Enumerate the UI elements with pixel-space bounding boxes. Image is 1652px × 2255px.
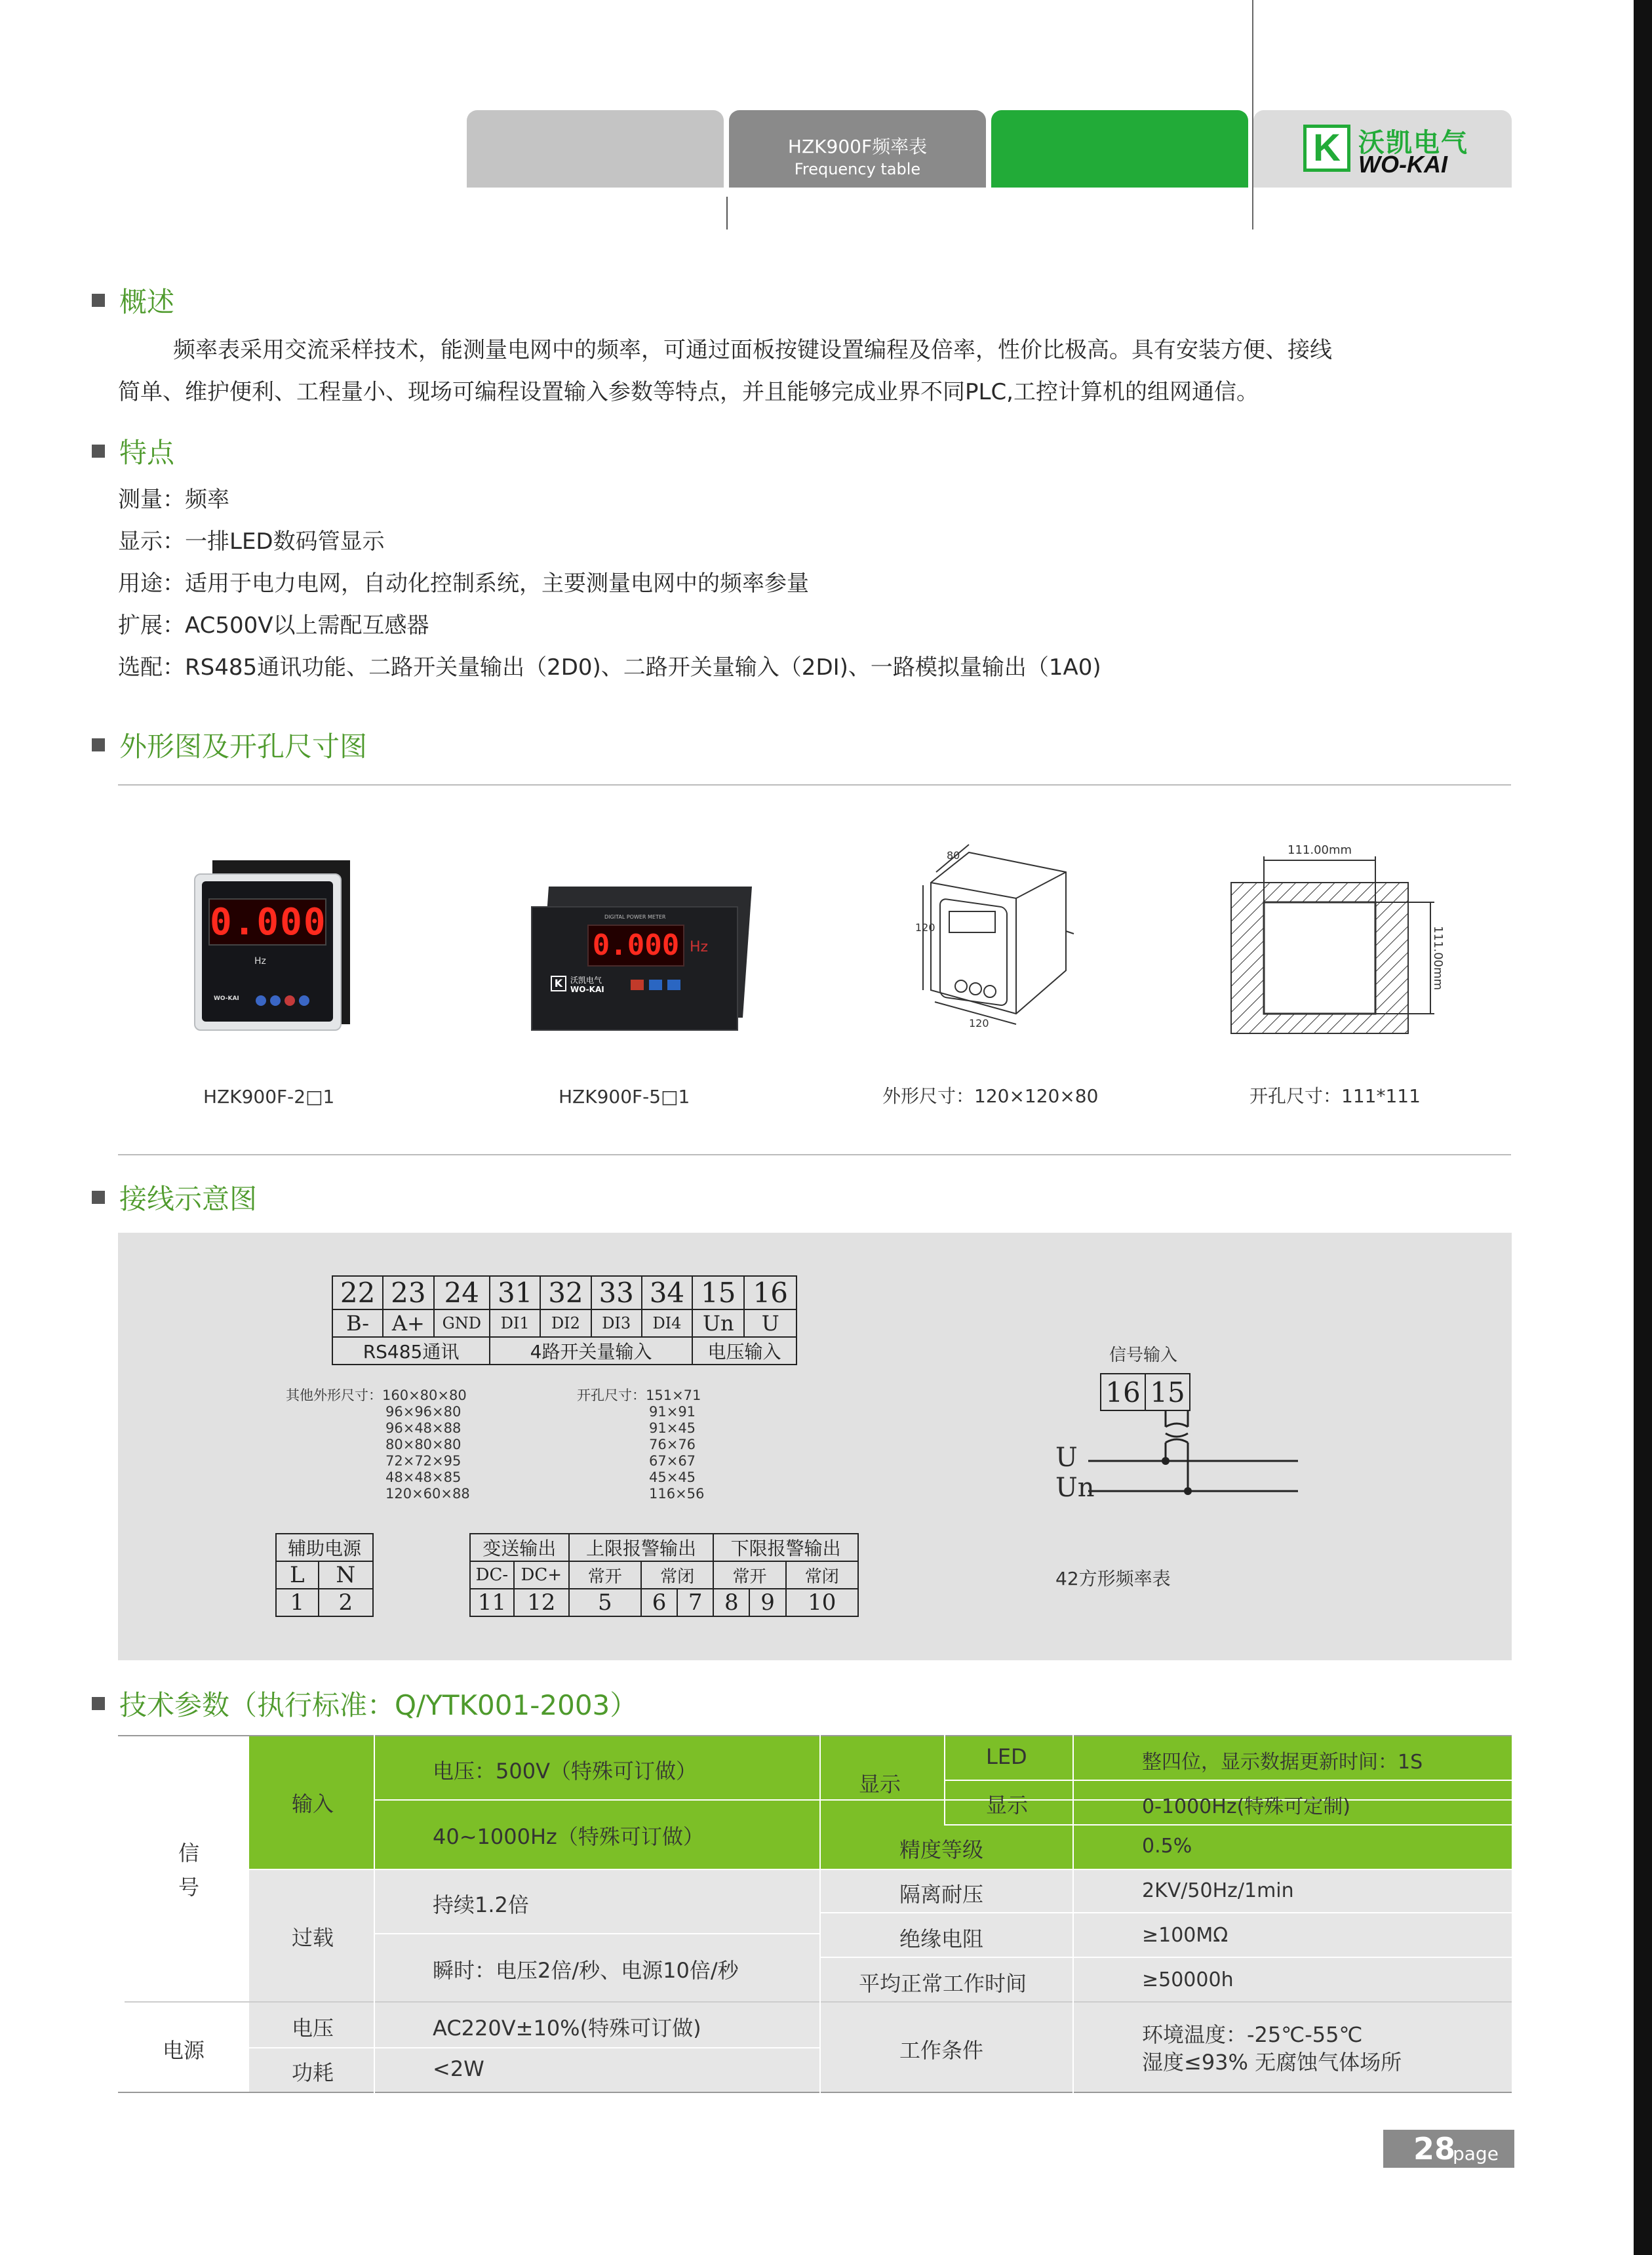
meter-button[interactable] [667, 980, 680, 990]
cell-led-value: 整四位，显示数据更新时间：1S [1142, 1751, 1423, 1774]
cutout-height-label: 111.00mm [1431, 926, 1445, 991]
cell-disp-value: 0-1000Hz(特殊可定制) [1142, 1795, 1350, 1818]
dim-120-bottom: 120 [969, 1017, 989, 1029]
header-divider [1252, 0, 1253, 229]
cell-isolation: 隔离耐压 [899, 1882, 984, 1907]
feature-item: 显示：一排LED数码管显示 [118, 529, 385, 555]
tech-params-table [118, 1735, 1512, 2093]
feature-item: 用途：适用于电力电网，自动化控制系统，主要测量电网中的频率参量 [118, 570, 809, 597]
cell-overload-2: 瞬时：电压2倍/秒、电源10倍/秒 [433, 1958, 739, 1983]
meter-display: 0.000 [208, 898, 326, 946]
caption-meter-2: HZK900F-5□1 [559, 1086, 690, 1108]
signal-input-title: 信号输入 [1109, 1346, 1178, 1365]
cell-mtbf-value: ≥50000h [1142, 1968, 1234, 1991]
cell-overload-1: 持续1.2倍 [433, 1892, 529, 1917]
cell-display: 显示 [859, 1772, 901, 1797]
meter-outline-drawing [897, 833, 1093, 1029]
header-tab-green [991, 110, 1248, 188]
terminal-block-aux-power: 辅助电源 L N 1 2 [275, 1533, 374, 1617]
other-sizes-list: 其他外形尺寸：160×80×80 96×96×80 96×48×88 80×80×80 72×72×95 48×48×85 120×60×88 [286, 1387, 470, 1502]
cell-frequency: 40~1000Hz（特殊可订做） [433, 1824, 704, 1849]
caption-meter-1: HZK900F-2□1 [203, 1086, 335, 1108]
meter-button[interactable] [649, 980, 662, 990]
cell-isolation-value: 2KV/50Hz/1min [1142, 1879, 1294, 1902]
meter-display: 0.000 [587, 925, 684, 967]
terminal-block-outputs: 变送输出 上限报警输出 下限报警输出 DC- DC+ 常开 常闭 常开 常闭 11 12 5 6 7 8 9 10 [469, 1533, 859, 1617]
cell-power-voltage: 电压 [292, 2016, 334, 2041]
header-tab-title: HZK900F频率表 [787, 136, 928, 157]
caption-outline: 外形尺寸：120×120×80 [882, 1085, 1099, 1107]
feature-item: 扩展：AC500V以上需配互感器 [118, 612, 429, 639]
cutout-drawing [1225, 837, 1447, 1047]
cell-mtbf: 平均正常工作时间 [859, 1971, 1027, 1996]
overview-paragraph: 频率表采用交流采样技术，能测量电网中的频率，可通过面板按键设置编程及倍率，性价比极高。具有安装方便、接线 简单、维护便利、工程量小、现场可编程设置输入参数等特点，并且能够完成业界不同PLC,工控计算机的组网通信。 [118, 337, 1332, 405]
feature-item: 测量：频率 [118, 487, 229, 513]
cell-power-consumption-value: <2W [433, 2056, 484, 2081]
cell-conditions-2: 湿度≤93% 无腐蚀气体场所 [1142, 2050, 1402, 2075]
section-title-features: 特点 [92, 431, 174, 471]
divider [118, 1154, 1511, 1155]
page-number: 28 [1413, 2131, 1456, 2166]
section-title-wiring: 接线示意图 [92, 1178, 257, 1217]
wiring-note: 42方形频率表 [1055, 1568, 1171, 1589]
brand-name-cn: 沃凯电气 [1358, 128, 1468, 158]
caption-cutout: 开孔尺寸：111*111 [1249, 1085, 1421, 1107]
cell-conditions-1: 环境温度：-25℃-55℃ [1142, 2022, 1363, 2047]
cell-input: 输入 [292, 1791, 334, 1816]
page-word: page [1453, 2143, 1499, 2165]
section-title-overview: 概述 [92, 281, 174, 320]
divider [118, 784, 1511, 786]
section-title-tech: 技术参数（执行标准：Q/YTK001-2003） [92, 1684, 637, 1723]
page-number-badge [1383, 2130, 1514, 2168]
meter-button[interactable] [631, 980, 644, 990]
cell-insulation-value: ≥100MΩ [1142, 1924, 1229, 1947]
dim-80: 80 [947, 849, 960, 862]
header-divider [726, 197, 728, 229]
header-tab-subtitle: Frequency table [794, 160, 921, 178]
meter-button[interactable] [270, 995, 281, 1006]
cell-accuracy-value: 0.5% [1142, 1835, 1192, 1858]
section-title-dimensions: 外形图及开孔尺寸图 [92, 725, 367, 765]
page-right-edge [1634, 0, 1652, 2255]
header-tab-blank [467, 110, 724, 188]
cell-power: 电源 [163, 2038, 205, 2063]
dim-120-left: 120 [915, 921, 935, 934]
signal-u-label: U [1055, 1443, 1078, 1473]
brand-logo-icon: K [551, 976, 566, 991]
brand-logo-icon: K [1303, 125, 1350, 172]
meter-horizontal-image: DIGITAL POWER METER 0.000 Hz K 沃凯电气 WO-KAI [531, 887, 743, 1040]
meter-button[interactable] [285, 995, 295, 1006]
cell-voltage: 电压：500V（特殊可订做） [433, 1759, 697, 1784]
header-tab-product [729, 110, 986, 188]
terminal-block-main: 22 23 24 31 32 33 34 15 16 B- A+ GND DI1 DI2 DI3 DI4 Un U RS485通讯 4路开关量输入 电压输入 [332, 1275, 797, 1365]
header-tab-brand [1253, 110, 1512, 188]
signal-terminal: 16 15 [1100, 1373, 1190, 1411]
cell-power-consumption: 功耗 [292, 2060, 334, 2085]
brand-name-en: WO-KAI [1358, 151, 1447, 178]
cutout-width-label: 111.00mm [1288, 843, 1352, 857]
meter-button[interactable] [299, 995, 309, 1006]
feature-item: 选配：RS485通讯功能、二路开关量输出（2D0)、二路开关量输入（2DI)、一路模拟量输出（1A0) [118, 654, 1101, 681]
meter-square-image: 0.000 Hz WO-KAI [194, 860, 344, 1032]
cell-insulation: 绝缘电阻 [899, 1926, 984, 1951]
cell-led: LED [986, 1744, 1027, 1769]
cell-accuracy: 精度等级 [899, 1837, 984, 1862]
cell-power-voltage-value: AC220V±10%(特殊可订做) [433, 2016, 701, 2041]
cell-overload: 过载 [292, 1925, 334, 1950]
cell-signal: 信号 [178, 1841, 199, 1900]
signal-un-label: Un [1055, 1473, 1095, 1503]
feature-list [118, 479, 1101, 688]
cell-disp: 显示 [986, 1793, 1029, 1818]
meter-button[interactable] [256, 995, 266, 1006]
cutout-sizes-list: 开孔尺寸：151×71 91×91 91×45 76×76 67×67 45×45 116×56 [577, 1387, 705, 1502]
cell-conditions: 工作条件 [899, 2038, 984, 2063]
